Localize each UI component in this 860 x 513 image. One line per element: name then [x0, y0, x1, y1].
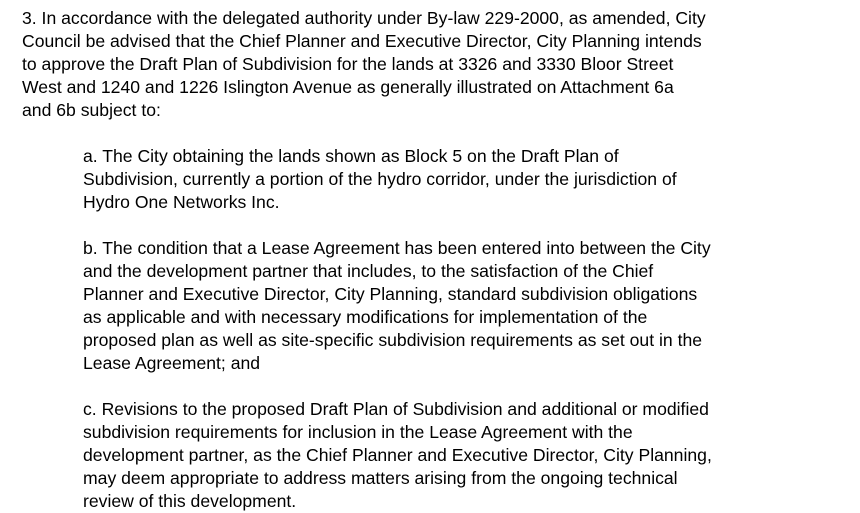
paragraph-line: a. The City obtaining the lands shown as Block 5 on the Draft Plan of [83, 146, 619, 166]
paragraph-line: Planner and Executive Director, City Planning, standard subdivision obligations [83, 284, 698, 304]
paragraph-line: may deem appropriate to address matters arising from the ongoing technical [83, 468, 678, 488]
paragraph-line: Subdivision, currently a portion of the hydro corridor, under the jurisdiction of [83, 169, 677, 189]
paragraph-line: Lease Agreement; and [83, 353, 261, 373]
paragraph-line: and the development partner that includes, to the satisfaction of the Chief [83, 261, 654, 281]
paragraph-line: 3. In accordance with the delegated authority under By-law 229-2000, as amended, City [22, 8, 706, 28]
paragraph-line: proposed plan as well as site-specific subdivision requirements as set out in the [83, 330, 703, 350]
paragraph-line: as applicable and with necessary modifications for implementation of the [83, 307, 648, 327]
paragraph-line: and 6b subject to: [22, 100, 161, 120]
paragraph-line: to approve the Draft Plan of Subdivision for the lands at 3326 and 3330 Bloor Street [22, 54, 674, 74]
paragraph-line: West and 1240 and 1226 Islington Avenue as generally illustrated on Attachment 6a [22, 77, 674, 97]
paragraph-line: review of this development. [83, 491, 297, 511]
paragraph-line: Council be advised that the Chief Planner and Executive Director, City Planning intends [22, 31, 702, 51]
paragraph-line: b. The condition that a Lease Agreement has been entered into between the City [83, 238, 711, 258]
paragraph-line: c. Revisions to the proposed Draft Plan of Subdivision and additional or modified [83, 399, 709, 419]
paragraph-line: subdivision requirements for inclusion in the Lease Agreement with the [83, 422, 633, 442]
paragraph-line: development partner, as the Chief Planner and Executive Director, City Planning, [83, 445, 712, 465]
paragraph-line: Hydro One Networks Inc. [83, 192, 280, 212]
